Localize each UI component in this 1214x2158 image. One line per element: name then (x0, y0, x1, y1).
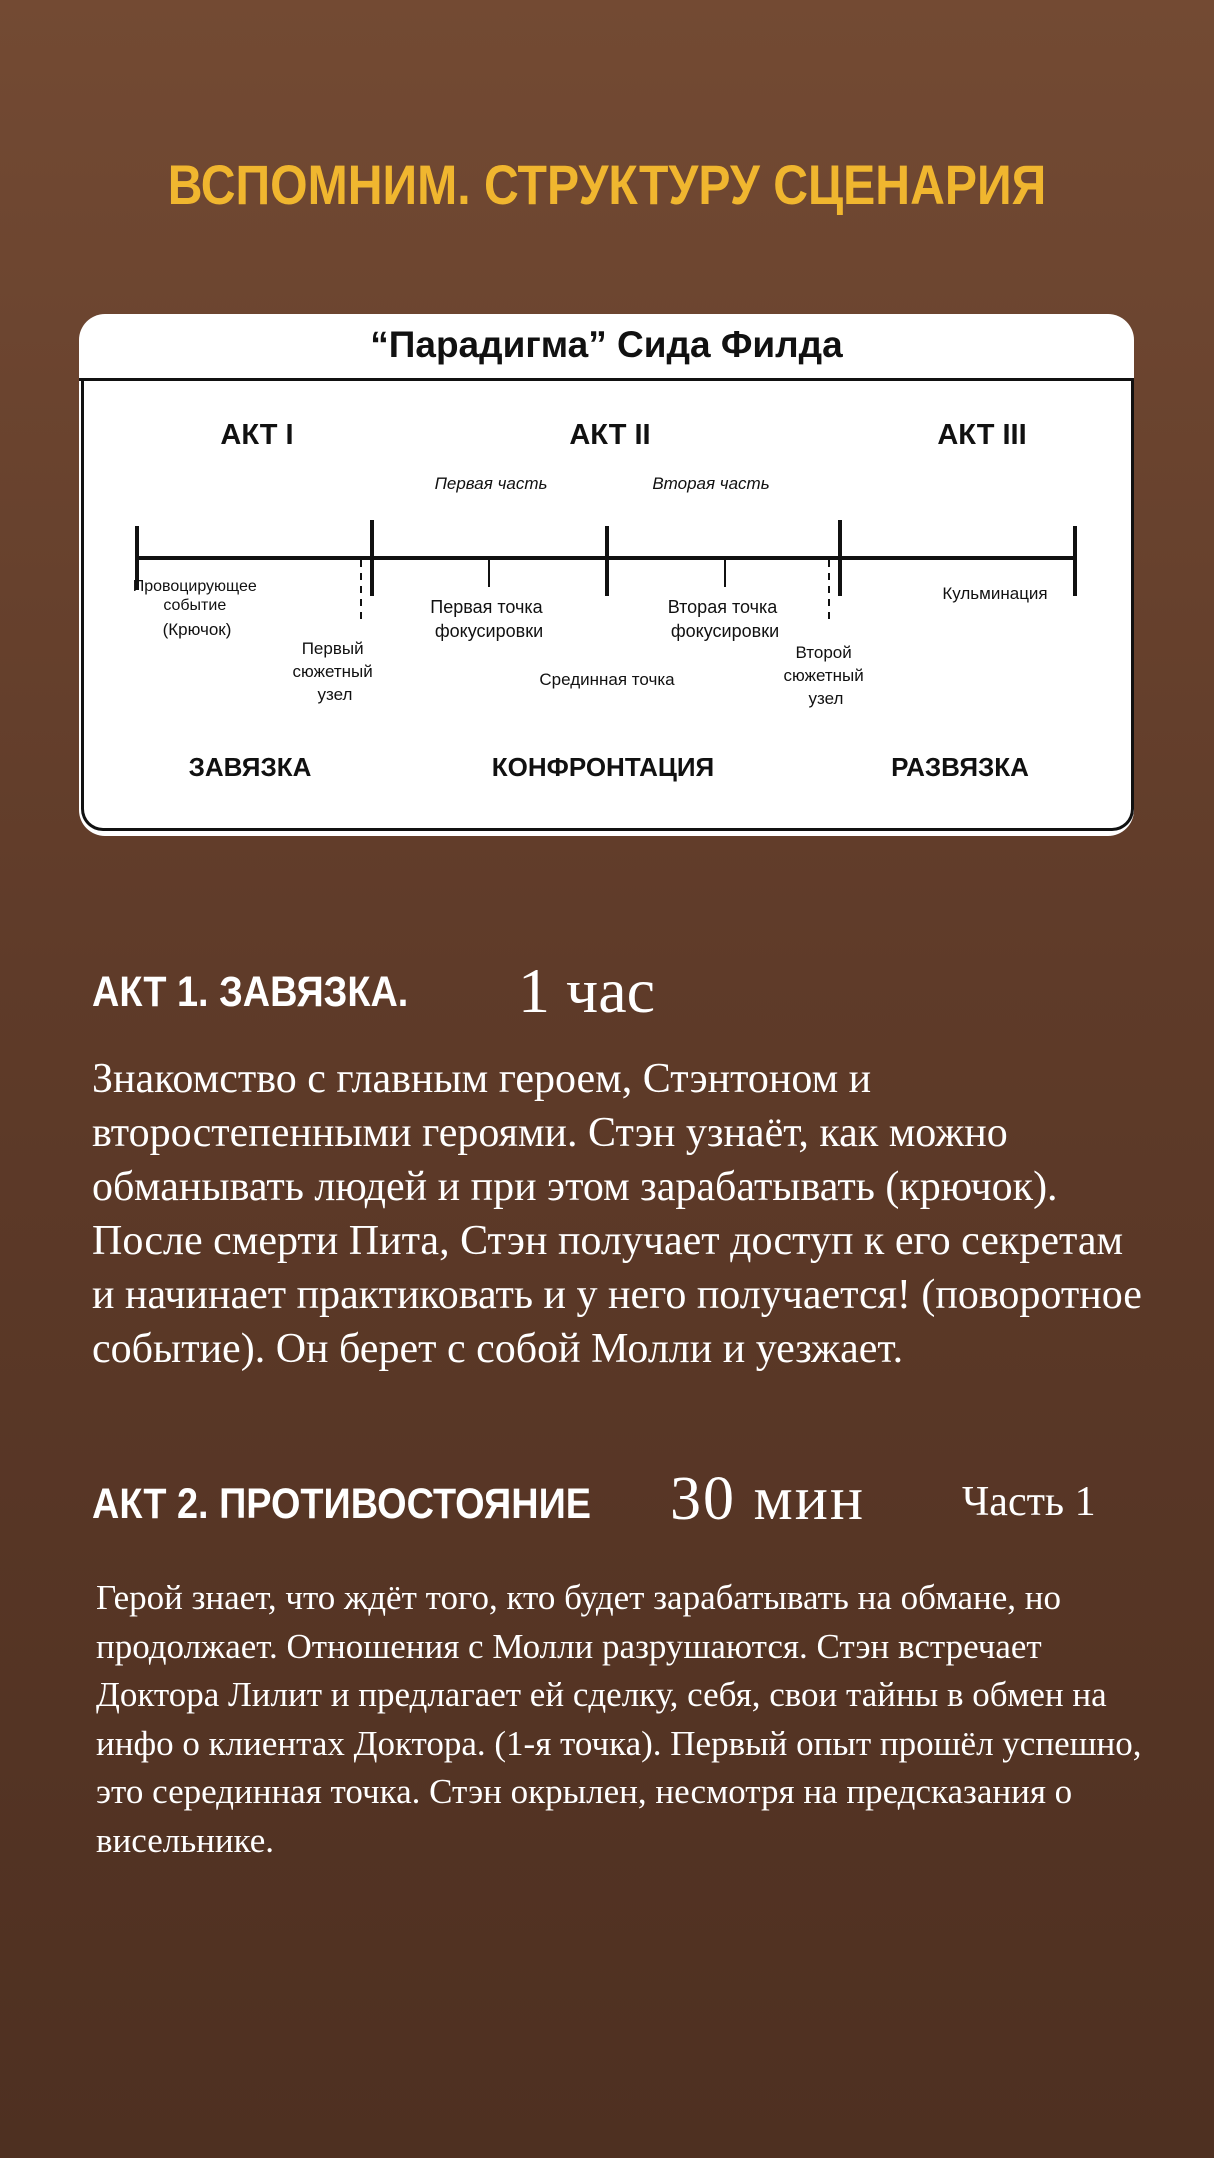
section-confrontation-label: КОНФРОНТАЦИЯ (491, 752, 715, 782)
midpoint-label: Срединная точка (539, 670, 675, 689)
page-title: ВСПОМНИМ. СТРУКТУРУ СЦЕНАРИЯ (167, 153, 1047, 216)
act-2-heading: АКТ 2. ПРОТИВОСТОЯНИЕ (92, 1480, 592, 1528)
act-2-label: АКТ II (569, 419, 651, 451)
inciting-event-label: Провоцирующее событие (Крючок) (132, 578, 257, 639)
plot-point-1-label: Первый сюжетный узел (292, 639, 373, 704)
pinch-1-label: Первая точка фокусировки (430, 597, 544, 641)
act-2-text: Герой знает, что ждёт того, кто будет зарабатывать на обмане, но продолжает. Отношения с Молли разрушаются. Стэн встречает Доктора Лилит и предлагает ей сделку, себя, свои тайны в обмен на инфо о клиентах Доктора. (1-я точка). Первый опыт прошёл успешно, это серединная точка. Стэн окрылен, несмотря на предсказания о висельнике. (96, 1578, 1142, 1860)
section-resolution-label: РАЗВЯЗКА (891, 752, 1029, 782)
paradigm-diagram-card (79, 314, 1134, 836)
paradigm-timeline (79, 314, 1134, 836)
act-3-label: АКТ III (937, 419, 1027, 451)
part-2-label: Вторая часть (652, 474, 770, 493)
act-1-label: АКТ I (220, 419, 294, 451)
section-setup-label: ЗАВЯЗКА (188, 752, 312, 782)
act-2-duration: 30 мин (670, 1465, 866, 1533)
act-2-part: Часть 1 (962, 1479, 1096, 1525)
act-1-heading: АКТ 1. ЗАВЯЗКА. (92, 968, 409, 1016)
climax-label: Кульминация (942, 584, 1048, 603)
plot-point-2-label: Второй сюжетный узел (783, 643, 864, 708)
pinch-2-label: Вторая точка фокусировки (667, 597, 780, 641)
act-1-duration: 1 час (518, 955, 655, 1026)
act-1-text: Знакомство с главным героем, Стэнтоном и второстепенными героями. Стэн узнаёт, как можно обманывать людей и при этом зарабатывать (крючок). После смерти Пита, Стэн получает доступ к его секретам и начинает практиковать и у него получается! (поворотное событие). Он берет с собой Молли и уезжает. (92, 1056, 1142, 1372)
part-1-label: Первая часть (434, 474, 548, 493)
diagram-header: “Парадигма” Сида Филда (79, 314, 1134, 381)
